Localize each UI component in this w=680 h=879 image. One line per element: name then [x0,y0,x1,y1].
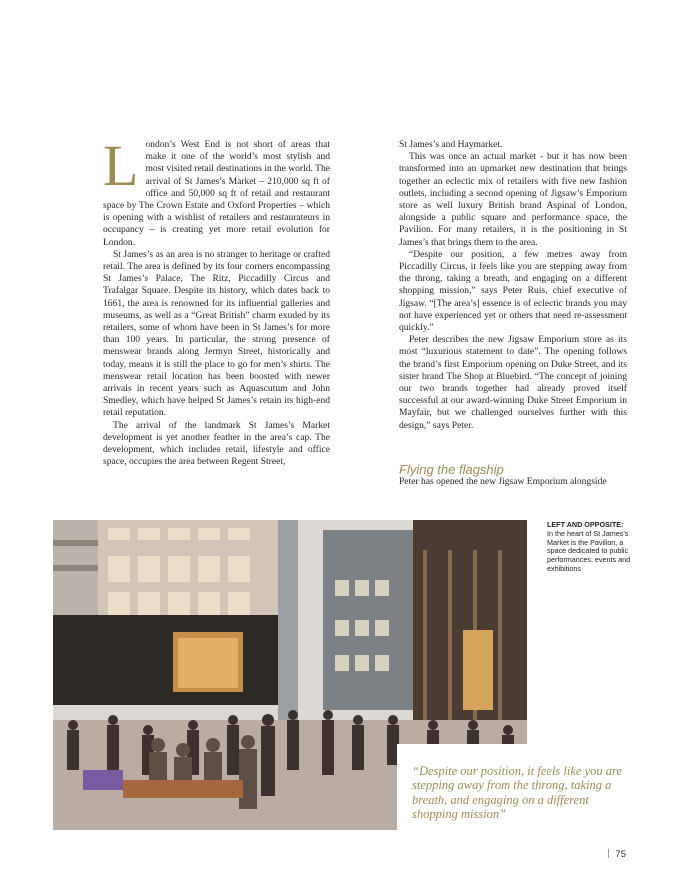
pull-quote-box [397,744,627,830]
page-number-value: 75 [615,849,626,860]
page-number [608,849,626,860]
caption-text: In the heart of St James’s Market is the Pavilion, a space dedicated to public performances, events and exhibitions [547,528,631,573]
folio-divider [608,849,609,858]
paragraph-6: “Despite our position, a few metres away from Piccadilly Circus, it feels like you are stepping away from the throng, taking a breath, and engaging on a different shopping mission,” says Peter Ruis, chief executive of Jigsaw. “[The area’s] essence is of eclectic brands you may not have experienced yet or others that need re-assessment quickly.” [399,248,627,334]
drop-cap: L [103,133,139,198]
paragraph-3: The arrival of the landmark St James’s Market development is yet another feather in the area’s cap. The development, which includes retail, lifestyle and office space, occupies the area between Regent Street, [103,419,330,468]
paragraph-2: St James’s as an area is no stranger to heritage or crafted retail. The area is defined by its four corners encompassing St James’s Palace, The Ritz, Piccadilly Circus and Trafalgar Square. Despite its history, which dates back to 1661, the area is renowned for its influential galleries and museums, as well as a “Great British” charm exuded by its retailers, some of whom have been in St James’s for more than 100 years. In particular, the strong presence of menswear brands along Jermyn Street, historically and today, means it is still the place to go for men’s shirts. The menswear retail location has been boosted with newer arrivals in recent years such as Aquascutum and John Smedley, which have helped St James’s retain its high-end retail reputation. [103,248,330,419]
subheading: Flying the flagship [399,462,504,477]
paragraph-5: This was once an actual market - but it has now been transformed into an upmarket new destination that brings together an eclectic mix of retailers with five new fashion outlets, including a second opening of Jigsaw’s Emporium store as well luxury British brand Aspinal of London, alongside a public square and performance space, the Pavilion. For many retailers, it is the positioning in St James’s that brings them to the area. [399,151,627,248]
paragraph-1: ondon’s West End is not short of areas that make it one of the world’s most stylish and most visited retail destinations in the world. The arrival of St James’s Market – 210,000 sq ft of office and 50,000 sq ft of retail and restaurant space by The Crown Estate and Oxford Properties – which is opening with a wishlist of retailers and restaurateurs in occupancy – is creating yet more retail evolution for London. [103,139,330,248]
article-column-right [399,139,627,432]
paragraph-4: St James’s and Haymarket. [399,139,503,150]
paragraph-after-subheading: Peter has opened the new Jigsaw Emporium alongside [399,476,607,487]
caption-heading: LEFT AND OPPOSITE: [547,520,624,529]
article-column-left [103,133,330,468]
pull-quote: “Despite our position, it feels like you are stepping away from the throng, taking a breath, and engaging on a different shopping mission” [412,764,622,822]
paragraph-7: Peter describes the new Jigsaw Emporium store as its most “luxurious statement to date”. The opening follows the brand’s first Emporium opening on Duke Street, and its sister brand The Shop at Bluebird. “The concept of joining our two brands together had already proved itself successful at our award-winning Duke Street Emporium in Mayfair, but we challenged ourselves further with this design,” says Peter. [399,334,627,431]
photo-caption [547,521,637,574]
